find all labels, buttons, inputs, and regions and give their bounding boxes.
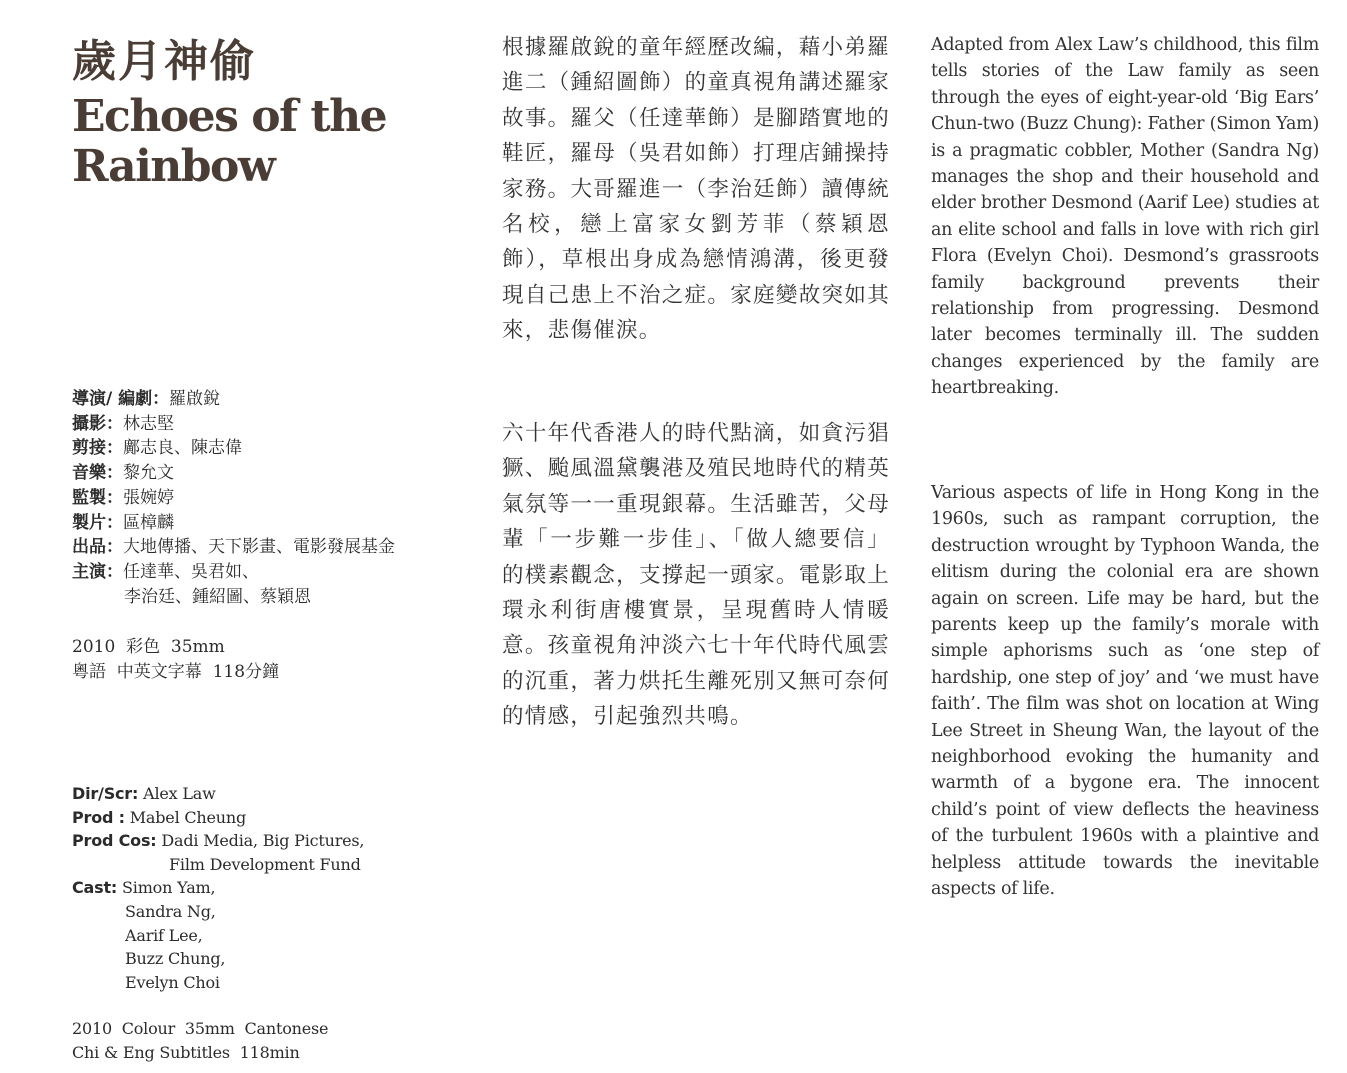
film-info-line: 2010 彩色 35mm [72, 637, 225, 657]
credit-value: 林志堅 [123, 413, 174, 434]
credits-chinese [72, 387, 395, 609]
credit-row-director [72, 782, 364, 806]
credit-value-continued: Evelyn Choi [125, 972, 220, 992]
credit-value-continued: Sandra Ng, [125, 901, 216, 921]
credit-value: Simon Yam, [117, 878, 216, 898]
film-info-line: 2010 Colour 35mm Cantonese [72, 1019, 329, 1038]
synopsis-chinese-paragraph-2: 六十年代香港人的時代點滴，如貪污猖獗、颱風溫黛襲港及殖民地時代的精英氣氛等一一重現銀幕。生活雖苦，父母輩「一步難一步佳」、「做人總要信」的樸素觀念，支撐起一頭家。電影取上環永利街唐樓實景，呈現舊時人情暖意。孩童視角沖淡六七十年代時代風雲的沉重，著力烘托生離死別又無可奈何的情感，引起強烈共鳴。 [502, 421, 890, 730]
credit-value-continued: Buzz Chung, [125, 949, 226, 969]
credits-english [72, 782, 364, 994]
film-info-chinese [72, 635, 279, 684]
synopsis-english-paragraph-1: Adapted from Alex Law’s childhood, this film tells stories of the Law family as seen through the eyes of eight-year-old ‘Big Ears’ Chun-two (Buzz Chung): Father (Simon Yam) is a pragmatic cobbler, Mother (Sandra Ng) manages the shop and their household and elder brother Desmond (Aarif Lee) studies at an elite school and falls in love with rich girl Flora (Evelyn Choi). Desmond’s grassroots family background prevents their relationship from progressing. Desmond later becomes terminally ill. The sudden changes experienced by the family are heartbreaking. [931, 35, 1319, 399]
credit-value: 區樟麟 [123, 512, 174, 533]
credit-label: 音樂： [72, 463, 123, 484]
credit-label: Cast: [72, 878, 118, 898]
credit-row-editing [72, 436, 395, 461]
title-english-line-1: Echoes of the [72, 91, 387, 142]
title-chinese: 歲月神偷 [72, 36, 256, 87]
credit-value: 黎允文 [123, 463, 174, 484]
credit-value: 羅啟銳 [169, 389, 221, 409]
credit-row-production-companies [72, 829, 364, 853]
title-english [72, 92, 386, 192]
credit-value: 張婉婷 [123, 487, 174, 508]
synopsis-chinese-paragraph-1: 根據羅啟銳的童年經歷改編，藉小弟羅進二（鍾紹圖飾）的童真視角講述羅家故事。羅父（任達華飾）是腳踏實地的鞋匠，羅母（吳君如飾）打理店鋪操持家務。大哥羅進一（李治廷飾）讀傳統名校，戀上富家女劉芳菲（蔡穎恩飾），草根出身成為戀情鴻溝，後更發現自己患上不治之症。家庭變故突如其來，悲傷催淚。 [502, 35, 890, 344]
credit-label: Prod Cos: [72, 831, 157, 851]
credit-row-music [72, 461, 395, 486]
credit-row-production [72, 535, 395, 560]
credit-value: 鄺志良、陳志偉 [123, 438, 242, 459]
credit-value: 大地傳播、天下影畫、電影發展基金 [123, 537, 395, 558]
credit-label: 出品： [72, 537, 123, 558]
credit-row-cinematography [72, 412, 395, 437]
credit-label: 剪接： [72, 438, 123, 459]
credit-value: Dadi Media, Big Pictures, [156, 831, 365, 851]
credit-label: Dir/Scr: [72, 784, 139, 803]
credit-row-producer [72, 511, 395, 536]
credit-row-cast [72, 560, 395, 585]
credit-value: Mabel Cheung [124, 807, 247, 827]
credit-label: 製片： [72, 512, 123, 533]
credit-row-cast [72, 876, 364, 900]
credit-row-supervising-producer [72, 486, 395, 511]
film-info-line: Chi & Eng Subtitles 118min [72, 1043, 300, 1062]
credit-label: 監製： [72, 487, 123, 508]
credit-row-director [72, 387, 395, 412]
credit-value-continued: Aarif Lee, [125, 925, 203, 945]
credit-cast-continued: 李治廷、鍾紹圖、蔡穎恩 [124, 586, 311, 607]
credit-value: Alex Law [138, 784, 216, 803]
credit-label: 主演： [72, 561, 123, 582]
film-info-english [72, 1017, 328, 1065]
credit-label: Prod : [72, 807, 125, 827]
credit-value-continued: Film Development Fund [169, 854, 361, 874]
film-info-line: 粵語 中英文字幕 118分鐘 [72, 661, 280, 682]
synopsis-english-paragraph-2: Various aspects of life in Hong Kong in the 1960s, such as rampant corruption, the destruction wrought by Typhoon Wanda, the elitism during the colonial era are shown again on screen. Life may be hard, but the parents keep up the family’s morale with simple aphorisms such as ‘one step of hardship, one step of joy’ and ‘we must have faith’. The film was shot on location at Wing Lee Street in Sheung Wan, the layout of the neighborhood evoking the humanity and warmth of a bygone era. The innocent child’s point of view deflects the heaviness of the turbulent 1960s with a plaintive and helpless attitude towards the inevitable aspects of life. [931, 483, 1319, 900]
credit-row-producer [72, 806, 364, 830]
title-english-line-2: Rainbow [72, 141, 275, 192]
credit-label: 攝影： [72, 413, 123, 434]
credit-label: 導演/ 編劇： [72, 389, 170, 409]
credit-value: 任達華、吳君如、 [123, 561, 259, 582]
